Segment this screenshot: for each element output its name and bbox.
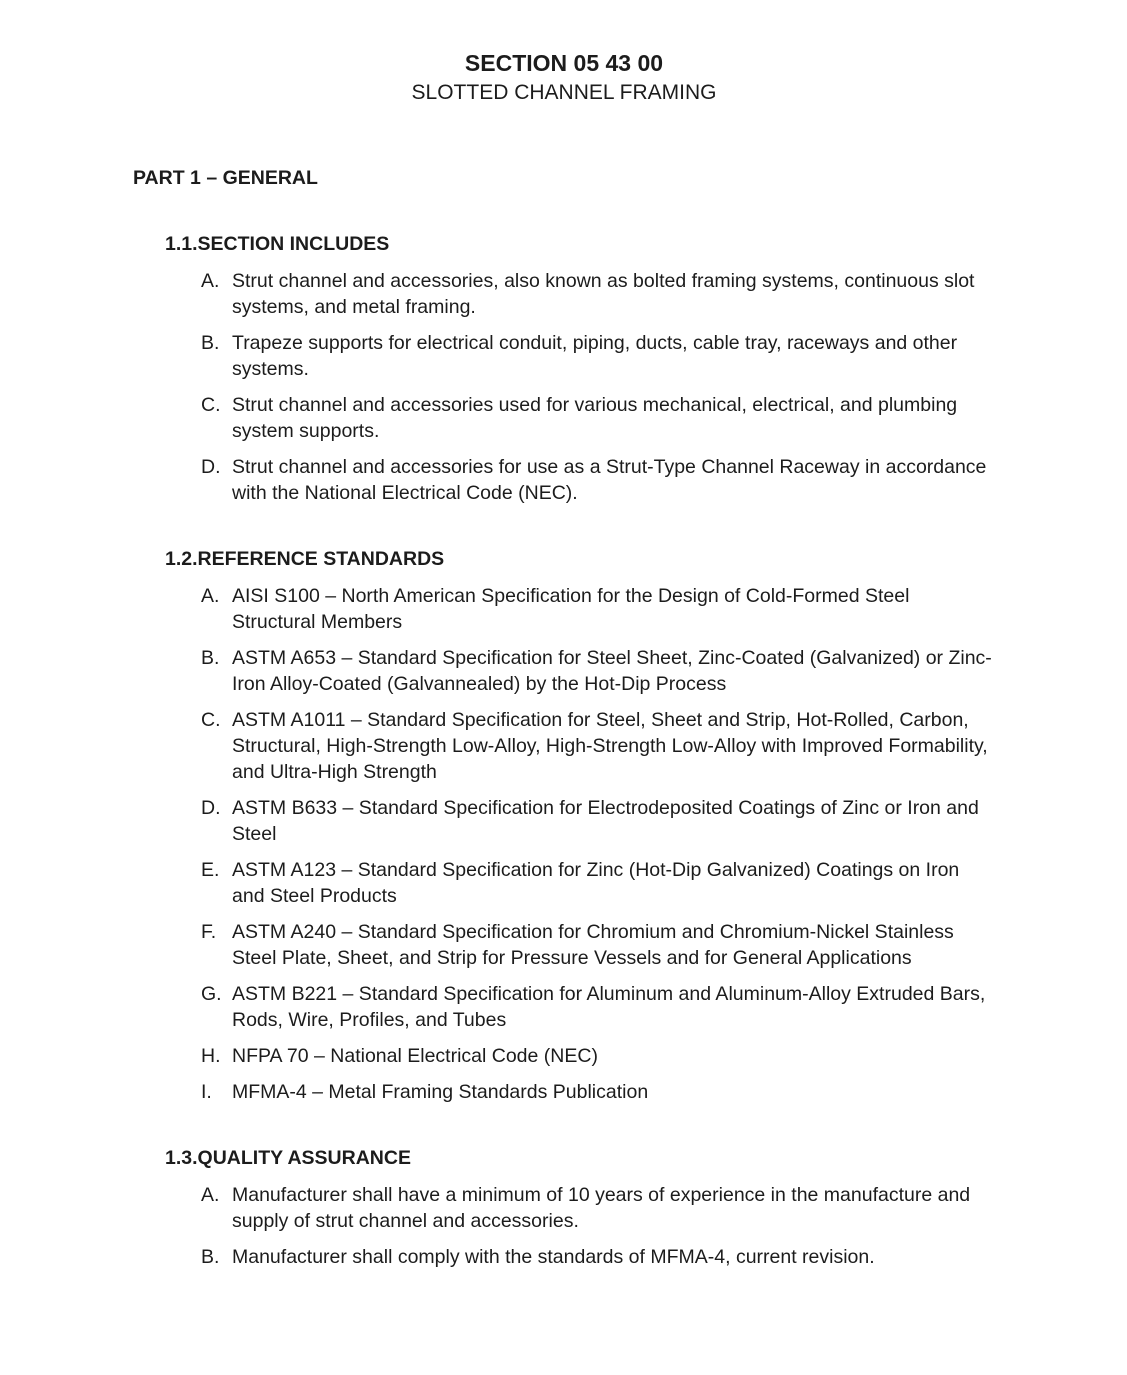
section-1-1-section-includes [133,231,995,506]
list-item [201,1182,995,1234]
section-1-3-quality-assurance [133,1145,995,1270]
document-subtitle: SLOTTED CHANNEL FRAMING [411,81,717,104]
section-number: 1.2. [165,548,198,570]
part-heading: PART 1 – GENERAL [133,167,318,189]
list-item-text: Strut channel and accessories used for various mechanical, electrical, and plumbing system supports. [232,394,958,442]
list-item [201,645,995,697]
list-item-label: I. [201,1081,212,1103]
list-item-text: ASTM B221 – Standard Specification for Aluminum and Aluminum-Alloy Extruded Bars, Rods, Wire, Profiles, and Tubes [232,983,986,1031]
section-title: SECTION INCLUDES [197,233,390,255]
list-item-label: A. [201,585,220,607]
section-1-2-reference-standards [133,546,995,1105]
list-item [201,583,995,635]
list-item-label: C. [201,709,221,731]
document-title: SECTION 05 43 00 [464,50,664,76]
list-item-text: Strut channel and accessories, also known as bolted framing systems, continuous slot systems, and metal framing. [232,270,975,318]
list-item-text: Trapeze supports for electrical conduit, piping, ducts, cable tray, raceways and other systems. [232,332,958,380]
section-title: QUALITY ASSURANCE [197,1147,411,1169]
document-header [133,48,995,107]
list-item-label: B. [201,332,220,354]
list-item-text: Manufacturer shall have a minimum of 10 years of experience in the manufacture and supply of strut channel and accessories. [232,1184,971,1232]
list-item-label: B. [201,647,220,669]
list-item-text: MFMA-4 – Metal Framing Standards Publication [232,1081,649,1103]
list-item [201,981,995,1033]
list-item-text: AISI S100 – North American Specification for the Design of Cold-Formed Steel Structural Members [232,585,910,633]
list-item-label: A. [201,1184,220,1206]
list-item [201,268,995,320]
list-item-text: NFPA 70 – National Electrical Code (NEC) [232,1045,598,1067]
list-item-label: B. [201,1246,220,1268]
list-item [201,795,995,847]
list-item [201,1244,995,1270]
list-item [201,330,995,382]
section-heading [165,546,995,572]
list-item-label: E. [201,859,220,881]
list-item-label: C. [201,394,221,416]
list-item-text: ASTM A240 – Standard Specification for Chromium and Chromium-Nickel Stainless Steel Plate, Sheet, and Strip for Pressure Vessels and for General Applications [232,921,954,969]
list-item-label: H. [201,1045,221,1067]
list-item-text: ASTM A123 – Standard Specification for Zinc (Hot-Dip Galvanized) Coatings on Iron and Steel Products [232,859,960,907]
list-item-text: ASTM B633 – Standard Specification for Electrodeposited Coatings of Zinc or Iron and Steel [232,797,979,845]
list-item [201,454,995,506]
list-item [201,1043,995,1069]
list-item [201,707,995,785]
section-title: REFERENCE STANDARDS [197,548,445,570]
list-item-label: D. [201,456,221,478]
list-item-label: F. [201,921,217,943]
list-item [201,857,995,909]
list-item [201,919,995,971]
section-heading [165,231,995,257]
list-item [201,392,995,444]
list-item-label: D. [201,797,221,819]
section-number: 1.3. [165,1147,198,1169]
list-item-text: ASTM A1011 – Standard Specification for Steel, Sheet and Strip, Hot-Rolled, Carbon, Structural, High-Strength Low-Alloy, High-Strength Low-Alloy with Improved Formability, and Ultra-High Strength [232,709,988,783]
list-item-label: A. [201,270,220,292]
list-item-label: G. [201,983,222,1005]
list-item [201,1079,995,1105]
list-item-text: Manufacturer shall comply with the standards of MFMA-4, current revision. [232,1246,875,1268]
section-number: 1.1. [165,233,198,255]
list-item-text: Strut channel and accessories for use as a Strut-Type Channel Raceway in accordance with the National Electrical Code (NEC). [232,456,987,504]
section-heading [165,1145,995,1171]
list-item-text: ASTM A653 – Standard Specification for Steel Sheet, Zinc-Coated (Galvanized) or Zinc-Iron Alloy-Coated (Galvannealed) by the Hot-Dip Process [232,647,992,695]
